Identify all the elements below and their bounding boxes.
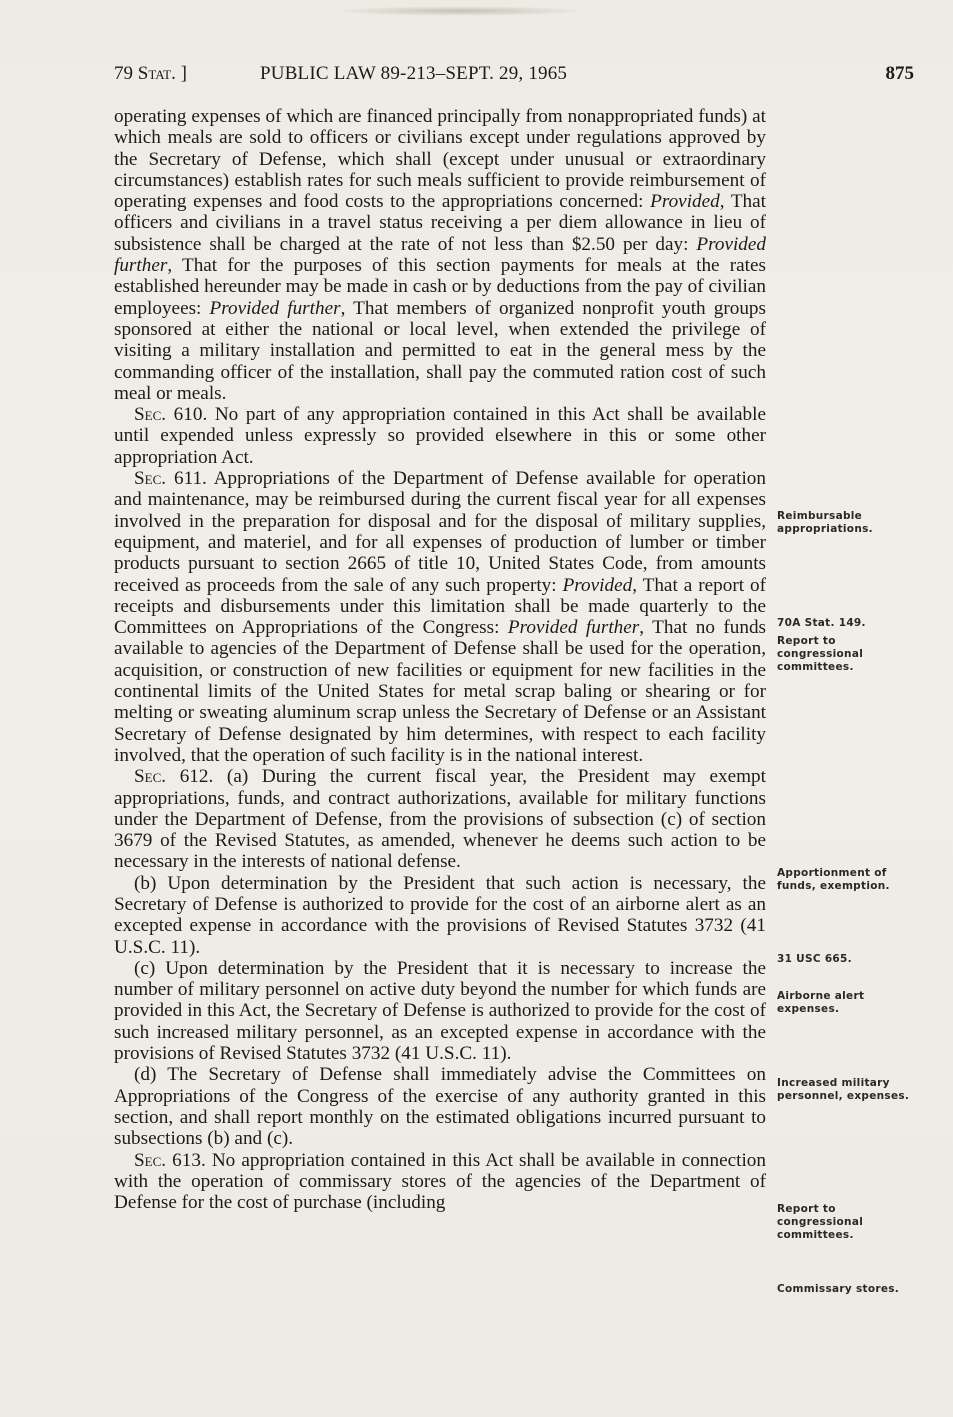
margin-note-apportionment: Apportionment of funds, exemption.: [777, 867, 890, 892]
margin-note-increased: Increased military personnel, expenses.: [777, 1077, 910, 1102]
section-612-c: (c) Upon determination by the President that it is necessary to increase the number of military personnel on active duty beyond the number for which funds are provided in this Act, the Secretary of Defense is authorized to provide for the cost of such increased military personnel, as an excepted expense in accordance with the provisions of Revised Statutes 3732 (41 U.S.C. 11).: [114, 957, 766, 1065]
section-612-b: (b) Upon determination by the President that such action is necessary, the Secretary of Defense is authorized to provide for the cost of an airborne alert as an excepted expense in accordance with the provisions of Revised Statutes 3732 (41 U.S.C. 11).: [114, 872, 766, 958]
section-610: Sec. 610. No part of any appropriation contained in this Act shall be available until expended unless expressly so provided elsewhere in this or some other appropriation Act.: [114, 404, 766, 468]
body-text: [114, 106, 766, 1213]
page-number: 875: [885, 63, 914, 84]
paragraph-continuation: operating expenses of which are financed principally from nonappropriated funds) at which meals are sold to officers or civilians except under regulations approved by the Secretary of Defense, which shall (except under unusual or extraordinary circumstances) establish rates for such meals sufficient to provide reimbursement of operating expenses and food costs to the appropriations concerned: Provided, That officers and civilians in a travel status receiving a per diem allowance in lieu of subsistence shall be charged at the rate of not less than $2.50 per day: Provided further, That for the purposes of this section payments for meals at the rates established hereunder may be made in cash or by deductions from the pay of civilian employees: Provided further, That members of organized nonprofit youth groups sponsored at either the national or local level, when extended the privilege of visiting a military installation and permitted to eat in the general mess by the commanding officer of the installation, shall pay the commuted ration cost of such meal or meals.: [114, 106, 766, 404]
margin-note-stat-ref: 70A Stat. 149.: [777, 617, 866, 629]
margin-note-usc: 31 USC 665.: [777, 953, 852, 965]
margin-note-commissary: Commissary stores.: [777, 1283, 900, 1295]
section-611: Sec. 611. Appropriations of the Department of Defense available for operation and maintenance, may be reimbursed during the current fiscal year for all expenses involved in the preparation for disposal and for the disposal of military supplies, equipment, and materiel, and for all expenses of production of lumber or timber products pursuant to section 2665 of title 10, United States Code, from amounts received as proceeds from the sale of any such property: Provided, That a report of receipts and disbursements under this limitation shall be made quarterly to the Committees on Appropriations of the Congress: Provided further, That no funds available to agencies of the Department of Defense shall be used for the operation, acquisition, or construction of new facilities or equipment for new facilities in the continental limits of the United States for metal scrap baling or shearing or for melting or sweating aluminum scrap unless the Secretary of Defense or an Assistant Secretary of Defense designated by him determines, with respect to each facility involved, that the operation of such facility is in the national interest.: [114, 468, 767, 766]
margin-note-report-2: Report to congressional committees.: [777, 1203, 864, 1241]
margin-note-report: Report to congressional committees.: [777, 635, 864, 673]
section-613: Sec. 613. No appropriation contained in this Act shall be available in connection with the operation of commissary stores of the agencies of the Department of Defense for the cost of purchase (including: [114, 1149, 766, 1214]
statute-reference: 79 Stat. ]: [114, 63, 187, 84]
section-612-a: Sec. 612. (a) During the current fiscal year, the President may exempt appropriations, funds, and contract authorizations, available for military functions under the Department of Defense, from the provisions of subsection (c) of section 3679 of the Revised Statutes, as amended, whenever he deems such action to be necessary in the interests of national defense.: [114, 766, 766, 873]
section-612-d: (d) The Secretary of Defense shall immediately advise the Committees on Appropriations of the Congress of the exercise of any authority granted in this section, and shall report monthly on the estimated obligations incurred pursuant to subsections (b) and (c).: [114, 1064, 766, 1150]
scan-smudge: [330, 6, 590, 16]
margin-note-reimbursable: Reimbursable appropriations.: [777, 510, 873, 535]
page-title: PUBLIC LAW 89-213–SEPT. 29, 1965: [260, 63, 568, 84]
margin-note-airborne: Airborne alert expenses.: [777, 990, 865, 1015]
page-header: [114, 63, 914, 89]
